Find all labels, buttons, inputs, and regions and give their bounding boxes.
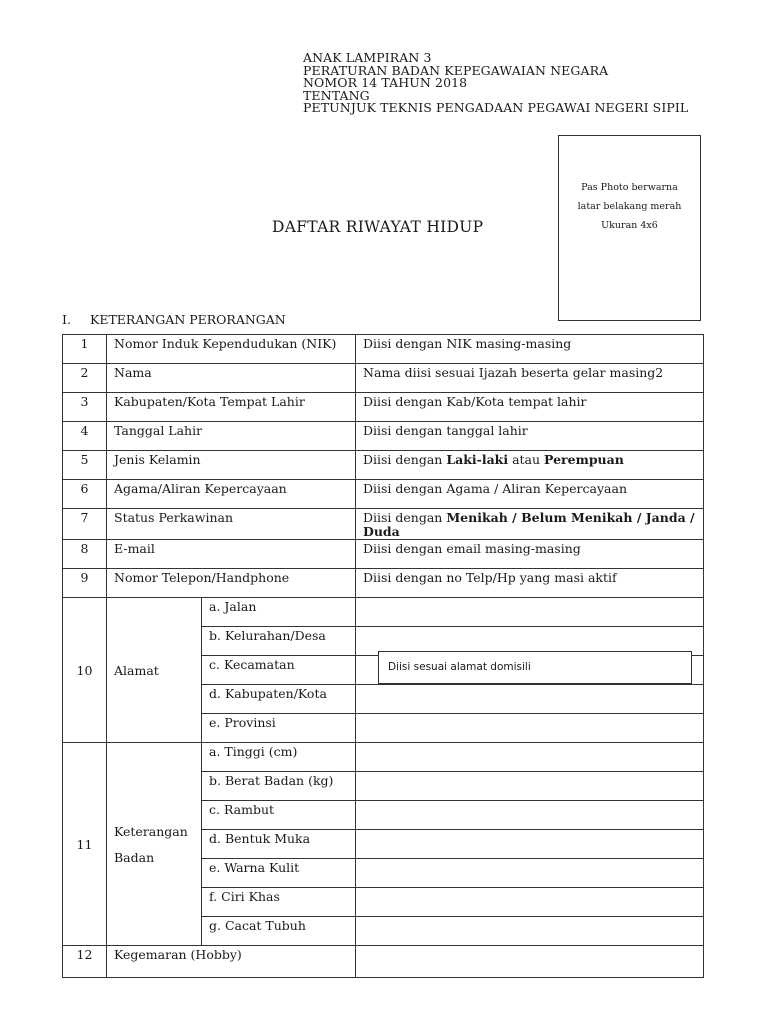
value-bold-text: Laki-laki	[446, 452, 509, 467]
row-number: 7	[63, 509, 107, 540]
sub-field-label: b. Berat Badan (kg)	[202, 772, 356, 801]
field-value	[356, 946, 704, 978]
table-row	[63, 569, 704, 598]
row-number: 11	[63, 743, 107, 946]
field-label: Alamat	[107, 598, 202, 743]
photo-note-line: latar belakang merah	[577, 201, 682, 212]
sub-field-label: f. Ciri Khas	[202, 888, 356, 917]
field-label: Status Perkawinan	[107, 509, 356, 540]
field-value: Diisi dengan Kab/Kota tempat lahir	[356, 393, 704, 422]
value-bold-text: Menikah / Belum Menikah / Janda / Duda	[363, 510, 695, 539]
section-heading	[62, 312, 286, 327]
table-row	[63, 364, 704, 393]
field-value: Diisi dengan Agama / Aliran Kepercayaan	[356, 480, 704, 509]
photo-note-line: Ukuran 4x6	[601, 220, 658, 231]
table-row	[63, 540, 704, 569]
field-value	[356, 509, 704, 540]
field-label-line: Keterangan	[114, 824, 188, 839]
header-line: PETUNJUK TEKNIS PENGADAAN PEGAWAI NEGERI SIPIL	[303, 100, 689, 115]
field-value: Nama diisi sesuai Ijazah beserta gelar masing2	[356, 364, 704, 393]
field-label: Jenis Kelamin	[107, 451, 356, 480]
field-label: E-mail	[107, 540, 356, 569]
header-line: ANAK LAMPIRAN 3	[303, 50, 432, 65]
field-value: Diisi dengan no Telp/Hp yang masi aktif	[356, 569, 704, 598]
sub-field-label: b. Kelurahan/Desa	[202, 627, 356, 656]
field-value	[356, 917, 704, 946]
field-value	[356, 685, 704, 714]
field-value	[356, 598, 704, 627]
photo-placeholder-box	[558, 135, 701, 321]
table-row	[63, 335, 704, 364]
value-text: atau	[508, 452, 545, 467]
field-label-line: Badan	[114, 850, 155, 865]
field-label	[107, 743, 202, 946]
field-label: Tanggal Lahir	[107, 422, 356, 451]
field-label: Nomor Induk Kependudukan (NIK)	[107, 335, 356, 364]
value-text: Diisi dengan	[363, 510, 447, 525]
field-label: Nama	[107, 364, 356, 393]
header-line: NOMOR 14 TAHUN 2018	[303, 75, 468, 90]
value-bold-text: Perempuan	[544, 452, 624, 467]
sub-field-label: c. Rambut	[202, 801, 356, 830]
row-number: 10	[63, 598, 107, 743]
header-line: PERATURAN BADAN KEPEGAWAIAN NEGARA	[303, 62, 609, 78]
table-row	[63, 946, 704, 978]
field-value	[356, 714, 704, 743]
sub-field-label: d. Bentuk Muka	[202, 830, 356, 859]
field-value	[356, 801, 704, 830]
row-number: 5	[63, 451, 107, 480]
field-value	[356, 743, 704, 772]
sub-field-label: a. Jalan	[202, 598, 356, 627]
sub-field-label: c. Kecamatan	[202, 656, 356, 685]
field-value: Diisi dengan NIK masing-masing	[356, 335, 704, 364]
table-row	[63, 743, 704, 772]
header-line: TENTANG	[303, 87, 370, 103]
field-value	[356, 888, 704, 917]
row-number: 8	[63, 540, 107, 569]
table-row	[63, 598, 704, 627]
table-row	[63, 509, 704, 540]
value-text: Diisi dengan	[363, 452, 447, 467]
row-number: 9	[63, 569, 107, 598]
row-number: 12	[63, 946, 107, 978]
section-label: KETERANGAN PERORANGAN	[90, 312, 286, 327]
field-label: Kabupaten/Kota Tempat Lahir	[107, 393, 356, 422]
field-label: Nomor Telepon/Handphone	[107, 569, 356, 598]
photo-note-line: Pas Photo berwarna	[581, 182, 678, 193]
address-note-box: Diisi sesuai alamat domisili	[378, 651, 692, 684]
document-title: DAFTAR RIWAYAT HIDUP	[272, 218, 484, 236]
sub-field-label: e. Warna Kulit	[202, 859, 356, 888]
sub-field-label: a. Tinggi (cm)	[202, 743, 356, 772]
row-number: 3	[63, 393, 107, 422]
sub-field-label: e. Provinsi	[202, 714, 356, 743]
attachment-header	[303, 52, 688, 115]
table-row	[63, 393, 704, 422]
row-number: 1	[63, 335, 107, 364]
sub-field-label: g. Cacat Tubuh	[202, 917, 356, 946]
field-value	[356, 772, 704, 801]
field-label: Kegemaran (Hobby)	[107, 946, 356, 978]
field-value	[356, 451, 704, 480]
table-row	[63, 480, 704, 509]
field-value	[356, 830, 704, 859]
table-row	[63, 451, 704, 480]
section-number: I.	[62, 312, 71, 327]
field-label: Agama/Aliran Kepercayaan	[107, 480, 356, 509]
sub-field-label: d. Kabupaten/Kota	[202, 685, 356, 714]
field-value: Diisi dengan tanggal lahir	[356, 422, 704, 451]
row-number: 4	[63, 422, 107, 451]
row-number: 6	[63, 480, 107, 509]
field-value	[356, 859, 704, 888]
field-value: Diisi dengan email masing-masing	[356, 540, 704, 569]
table-row	[63, 422, 704, 451]
row-number: 2	[63, 364, 107, 393]
